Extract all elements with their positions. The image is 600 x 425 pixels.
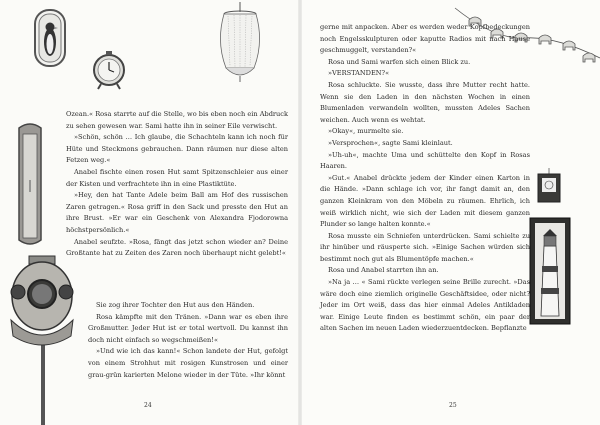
left-text-block-top <box>66 109 288 260</box>
book-gutter <box>298 0 302 425</box>
right-paragraph-9: Rosa musste ein Schniefen unterdrücken. Sami schielte zu ihr hinüber und räusperte sich. »Einige Sachen würden sich bestimmt noch gut als Blumentöpfe machen.« <box>320 231 530 263</box>
page-number-right: 25 <box>449 402 457 409</box>
left-paragraph-8: »Und wie ich das kann!« Schon landete der Hut, gefolgt von einem Strohhut mit rosigen Kunstrosen und einer grau-grün karierten Melone wieder in der Tüte. »Ihr könnt <box>88 347 288 379</box>
left-paragraph-3: Anabel fischte einen rosen Hut samt Spitzenschleier aus einer der Kisten und verfrachtete ihn in eine Plastiktüte. <box>66 167 288 188</box>
left-paragraph-7: Rosa kämpfte mit den Tränen. »Dann war es eben ihre Großmutter. Jeder Hut ist er total wertvoll. Du kannst ihn doch nicht einfach so wegschmeißen!« <box>88 312 288 344</box>
left-paragraph-2: »Schön, schön … Ich glaube, die Schachteln kann ich noch für Hüte und Steckmons gebrauchen. Dann räumen nur diese alten Fetzen weg.« <box>66 133 288 165</box>
right-paragraph-4: Rosa schluckte. Sie wusste, dass ihre Mutter recht hatte. Wenn sie den Laden in den nächsten Wochen in einen Blumenladen verwandeln wollten, mussten Adeles Sachen weichen. Auch wenn es wehtat. <box>320 80 530 124</box>
right-paragraph-10: Rosa und Anabel starrten ihn an. <box>328 266 439 275</box>
left-text-block-low <box>88 300 288 381</box>
right-paragraph-8: »Gut.« Anabel drückte jedem der Kinder einen Karton in die Hände. »Dann schlage ich vor, ihr fangt damit an, den ganzen Kleinkram von den Möbeln zu räumen. Ehrlich, ich weiß wirklich nicht, wie sich der Laden mit diesem ganzen Plunder so lange halten konnte.« <box>320 173 530 229</box>
mirror-icon <box>15 120 45 250</box>
penguin-figure-icon <box>33 8 67 68</box>
right-paragraph-11: »Na ja … « Sami rückte verlegen seine Brille zurecht. »Das wäre doch eine ziemlich originelle Geschäftsidee, oder nicht? Jeder im Ort weiß, dass das hier einmal Adeles Antikladen war. Einige Leute finden es bestimmt schön, ein paar der alten Sachen im neuen Laden wiederzuentdecken. Bepflanzte <box>320 278 530 333</box>
chandelier-icon <box>210 2 270 84</box>
page-number-left: 24 <box>144 402 152 409</box>
left-paragraph-4: »Hey, den hat Tante Adele beim Ball am Hof des russischen Zaren getragen.« Rosa griff in den Sack und presste den Hut an ihre Brust. »Er war ein Geschenk von Alexandra Fjodorowna höchstpersönlich.« <box>66 191 288 234</box>
right-paragraph-5: »Okay«, murmelte sie. <box>328 127 404 136</box>
lighthouse-picture-icon <box>528 216 572 326</box>
alarm-clock-icon <box>91 48 127 90</box>
right-paragraph-7: »Uh-uh«, machte Uma und schüttelte den Kopf in Rosas Haaren. <box>320 150 530 171</box>
left-paragraph-5: Anabel seufzte. »Rosa, fängt das jetzt schon wieder an? Deine Großtante hat zu Zeiten des Zaren noch überhaupt nicht gelebt!« <box>66 237 288 258</box>
left-paragraph-1: Ozean.« Rosa starrte auf die Stelle, wo bis eben noch ein Abdruck zu sehen gewesen war. Sami hatte ihn in seiner Eile verwischt. <box>66 110 288 130</box>
right-text-block-top <box>320 22 530 335</box>
right-paragraph-6: »Versprochen«, sagte Sami kleinlaut. <box>328 138 453 147</box>
clock-frame-icon <box>536 168 562 204</box>
right-paragraph-1: gerne mit anpacken. Aber es werden weder Kopfbedeckungen noch Engelsskulpturen oder kaputte Radios mit nach Hause geschmuggelt, verstanden?« <box>320 23 530 55</box>
diving-helmet-icon <box>5 250 80 425</box>
left-paragraph-6: Sie zog ihrer Tochter den Hut aus den Händen. <box>96 301 255 309</box>
right-paragraph-2: Rosa und Sami warfen sich einen Blick zu. <box>328 57 471 66</box>
right-paragraph-3: »VERSTANDEN?« <box>328 69 390 78</box>
